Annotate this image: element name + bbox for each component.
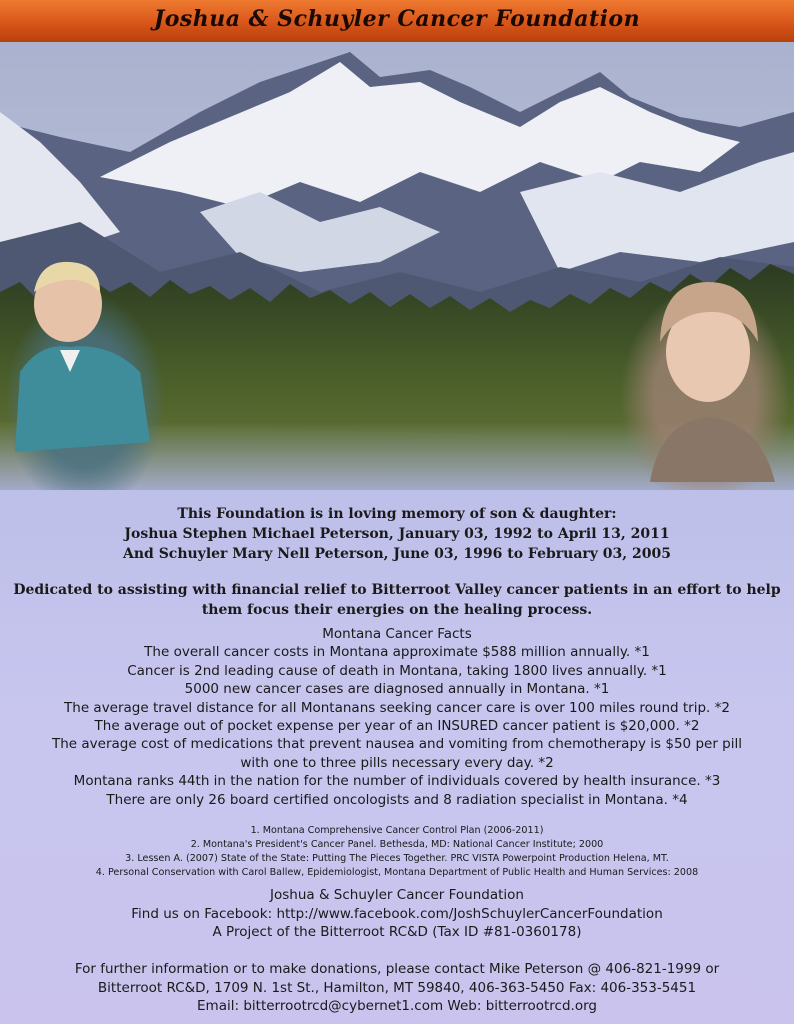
fact-item: 5000 new cancer cases are diagnosed annually in Montana. *1 [184, 681, 610, 698]
memorial-schuyler: And Schuyler Mary Nell Peterson, June 03, 1996 to February 03, 2005 [122, 546, 672, 562]
contact-info [0, 960, 794, 1016]
project-info: A Project of the Bitterroot RC&D (Tax ID #81-0360178) [212, 924, 582, 941]
foundation-title: Joshua & Schuyler Cancer Foundation [153, 6, 641, 32]
facts-heading: Montana Cancer Facts [322, 626, 472, 642]
reference-item: 1. Montana Comprehensive Cancer Control Plan (2006-2011) [250, 825, 544, 836]
contact-line: For further information or to make donations, please contact Mike Peterson @ 406-821-1999 or [74, 961, 720, 977]
fact-item: The average out of pocket expense per year of an INSURED cancer patient is $20,000. *2 [94, 718, 700, 735]
foundation-info [0, 886, 794, 942]
cancer-facts [0, 625, 794, 809]
fact-item: Montana ranks 44th in the nation for the number of individuals covered by health insurance. *3 [73, 773, 721, 790]
fact-item: The average travel distance for all Montanans seeking cancer care is over 100 miles round trip. *2 [64, 699, 730, 716]
fact-item: There are only 26 board certified oncologists and 8 radiation specialist in Montana. *4 [106, 791, 688, 808]
mountain-landscape-image [0, 42, 794, 490]
dedication-statement: Dedicated to assisting with financial relief to Bitterroot Valley cancer patients in an effort to help them focus their energies on the healing process. [13, 582, 781, 618]
hero-image [0, 42, 794, 490]
foundation-name: Joshua & Schuyler Cancer Foundation [270, 887, 524, 903]
memorial-section [0, 504, 794, 564]
fact-item: Cancer is 2nd leading cause of death in Montana, taking 1800 lives annually. *1 [127, 662, 667, 679]
reference-item: 2. Montana's President's Cancer Panel. Bethesda, MD: National Cancer Institute; 2000 [190, 839, 604, 850]
contact-email-web[interactable]: Email: bitterrootrcd@cybernet1.com Web: bitterrootrcd.org [197, 998, 597, 1015]
reference-item: 4. Personal Conservation with Carol Ballew, Epidemiologist, Montana Department of Public Health and Human Services: 2008 [95, 867, 699, 878]
fact-item: The overall cancer costs in Montana approximate $588 million annually. *1 [144, 644, 650, 661]
reference-item: 3. Lessen A. (2007) State of the State: Putting The Pieces Together. PRC VISTA Powerpoint Production Helena, MT. [125, 853, 669, 864]
memorial-intro: This Foundation is in loving memory of son & daughter: [177, 506, 617, 522]
facebook-link[interactable]: Find us on Facebook: http://www.facebook.com/JoshSchuylerCancerFoundation [131, 905, 663, 922]
fact-item: The average cost of medications that prevent nausea and vomiting from chemotherapy is $50 per pill [52, 736, 742, 753]
references [0, 824, 794, 880]
contact-address: Bitterroot RC&D, 1709 N. 1st St., Hamilton, MT 59840, 406-363-5450 Fax: 406-353-5451 [97, 979, 697, 996]
memorial-joshua: Joshua Stephen Michael Peterson, January 03, 1992 to April 13, 2011 [124, 526, 670, 542]
fact-item: with one to three pills necessary every day. *2 [240, 754, 554, 771]
header-banner [0, 0, 794, 42]
